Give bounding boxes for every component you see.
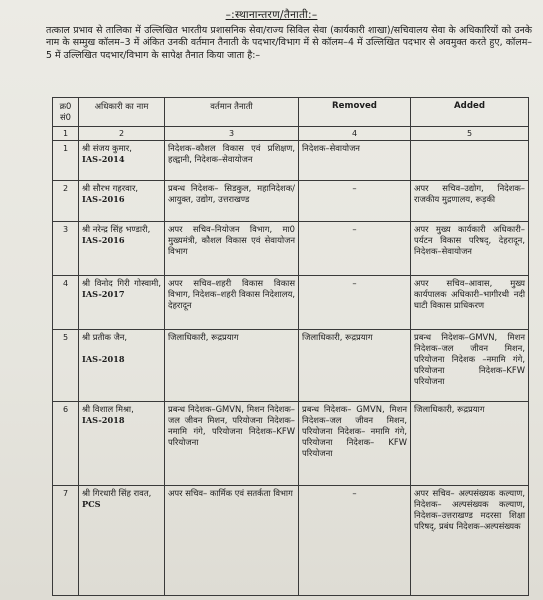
table-row [53, 330, 529, 402]
table-row [53, 276, 529, 330]
officer-name: श्री विशाल मिश्रा, [82, 404, 134, 414]
current-posting-cell: निदेशक–कौशल विकास एवं प्रशिक्षण, हल्द्वानी, निदेशक–सेवायोजन [165, 141, 299, 181]
officer-cell [79, 402, 165, 486]
added-cell: अपर सचिव– अल्पसंख्यक कल्याण, निदेशक– अल्पसंख्यक कल्याण, निदेशक–उत्तराखण्ड मदरसा शिक्षा परिषद्, प्रबंध निदेशक–अल्पसंख्यक [411, 486, 529, 596]
col-number: 2 [79, 127, 165, 141]
table-row [53, 486, 529, 596]
col-number: 4 [299, 127, 411, 141]
added-cell: अपर मुख्य कार्यकारी अधिकारी–पर्यटन विकास परिषद्, देहरादून, निदेशक–सेवायोजन [411, 222, 529, 276]
removed-cell: प्रबन्ध निदेशक– GMVN, मिशन निदेशक–जल जीवन मिशन, परियोजना निदेशक– नमामि गंगे, परियोजना निदेशक– KFW परियोजना [299, 402, 411, 486]
added-cell: अपर सचिव–उद्योग, निदेशक–राजकीय मुद्रणालय, रूड़की [411, 181, 529, 222]
officer-cell [79, 222, 165, 276]
added-cell [411, 141, 529, 181]
officer-cell [79, 330, 165, 402]
added-cell: जिलाधिकारी, रूद्रप्रयाग [411, 402, 529, 486]
header-current-posting: वर्तमान तैनाती [165, 98, 299, 127]
header-serial: क्र0 सं0 [53, 98, 79, 127]
col-number: 5 [411, 127, 529, 141]
officer-name: श्री सौरभ गहरवार, [82, 183, 139, 193]
added-cell: अपर सचिव–आवास, मुख्य कार्यपालक अधिकारी–भागीरथी नदी घाटी विकास प्राधिकरण [411, 276, 529, 330]
removed-cell: – [299, 181, 411, 222]
removed-cell: – [299, 486, 411, 596]
header-officer-name: अधिकारी का नाम [79, 98, 165, 127]
officer-name: श्री गिरधारी सिंह रावत, [82, 488, 152, 498]
transfer-table [52, 97, 529, 596]
officer-service: IAS-2018 [82, 415, 125, 425]
officer-cell [79, 141, 165, 181]
officer-service: IAS-2017 [82, 289, 125, 299]
serial-cell: 3 [53, 222, 79, 276]
serial-cell: 4 [53, 276, 79, 330]
added-cell: प्रबन्ध निदेशक–GMVN, मिशन निदेशक–जल जीवन मिशन, परियोजना निदेशक –नमामि गंगे, परियोजना निदेशक–KFW परियोजना [411, 330, 529, 402]
serial-cell: 5 [53, 330, 79, 402]
table-row [53, 222, 529, 276]
current-posting-cell: अपर सचिव–शहरी विकास विकास विभाग, निदेशक–शहरी विकास निदेशालय, देहरादून [165, 276, 299, 330]
officer-service: IAS-2018 [82, 354, 125, 364]
col-number: 3 [165, 127, 299, 141]
removed-cell: – [299, 276, 411, 330]
officer-service: IAS-2016 [82, 235, 125, 245]
column-number-row [53, 127, 529, 141]
serial-cell: 7 [53, 486, 79, 596]
officer-cell [79, 276, 165, 330]
officer-cell [79, 181, 165, 222]
header-added: Added [411, 98, 529, 127]
officer-name: श्री संजय कुमार, [82, 143, 132, 153]
table-header-row [53, 98, 529, 127]
current-posting-cell: अपर सचिव– कार्मिक एवं सतर्कता विभाग [165, 486, 299, 596]
table-row [53, 141, 529, 181]
serial-cell: 1 [53, 141, 79, 181]
serial-cell: 2 [53, 181, 79, 222]
current-posting-cell: प्रबन्ध निदेशक–GMVN, मिशन निदेशक–जल जीवन मिशन, परियोजना निदेशक– नमामि गंगे, परियोजना निदेशक–KFW परियोजना [165, 402, 299, 486]
officer-service: IAS-2014 [82, 154, 125, 164]
officer-service: PCS [82, 499, 101, 509]
current-posting-cell: प्रबन्ध निदेशक– सिडकुल, महानिदेशक/आयुक्त, उद्योग, उत्तराखण्ड [165, 181, 299, 222]
officer-name: श्री प्रतीक जैन, [82, 332, 128, 342]
removed-cell: – [299, 222, 411, 276]
document-title: –:स्थानान्तरण/तैनाती:– [225, 9, 318, 21]
officer-cell [79, 486, 165, 596]
intro-paragraph: तत्काल प्रभाव से तालिका में उल्लिखित भारतीय प्रशासनिक सेवा/राज्य सिविल सेवा (कार्यकारी शाखा)/सचिवालय सेवा के अधिकारियों को उनके नाम के सम्मुख कॉलम–3 में अंकित उनकी वर्तमान तैनाती के पदभार/विभाग में से कॉलम–4 में उल्लिखित पदभार से अवमुक्त करते हुए, कॉलम–5 में उल्लिखित पदभार/विभाग के सापेक्ष तैनात किया जाता है:– [46, 25, 532, 61]
table-row [53, 402, 529, 486]
current-posting-cell: अपर सचिव–नियोजन विभाग, मा0 मुख्यमंत्री, कौशल विकास एवं सेवायोजन विभाग [165, 222, 299, 276]
current-posting-cell: जिलाधिकारी, रूद्रप्रयाग [165, 330, 299, 402]
removed-cell: जिलाधिकारी, रूद्रप्रयाग [299, 330, 411, 402]
col-number: 1 [53, 127, 79, 141]
header-removed: Removed [299, 98, 411, 127]
officer-service: IAS-2016 [82, 194, 125, 204]
table-row [53, 181, 529, 222]
officer-name: श्री विनोद गिरी गोस्वामी, [82, 278, 161, 288]
officer-name: श्री नरेन्द्र सिंह भण्डारी, [82, 224, 151, 234]
removed-cell: निदेशक–सेवायोजन [299, 141, 411, 181]
serial-cell: 6 [53, 402, 79, 486]
